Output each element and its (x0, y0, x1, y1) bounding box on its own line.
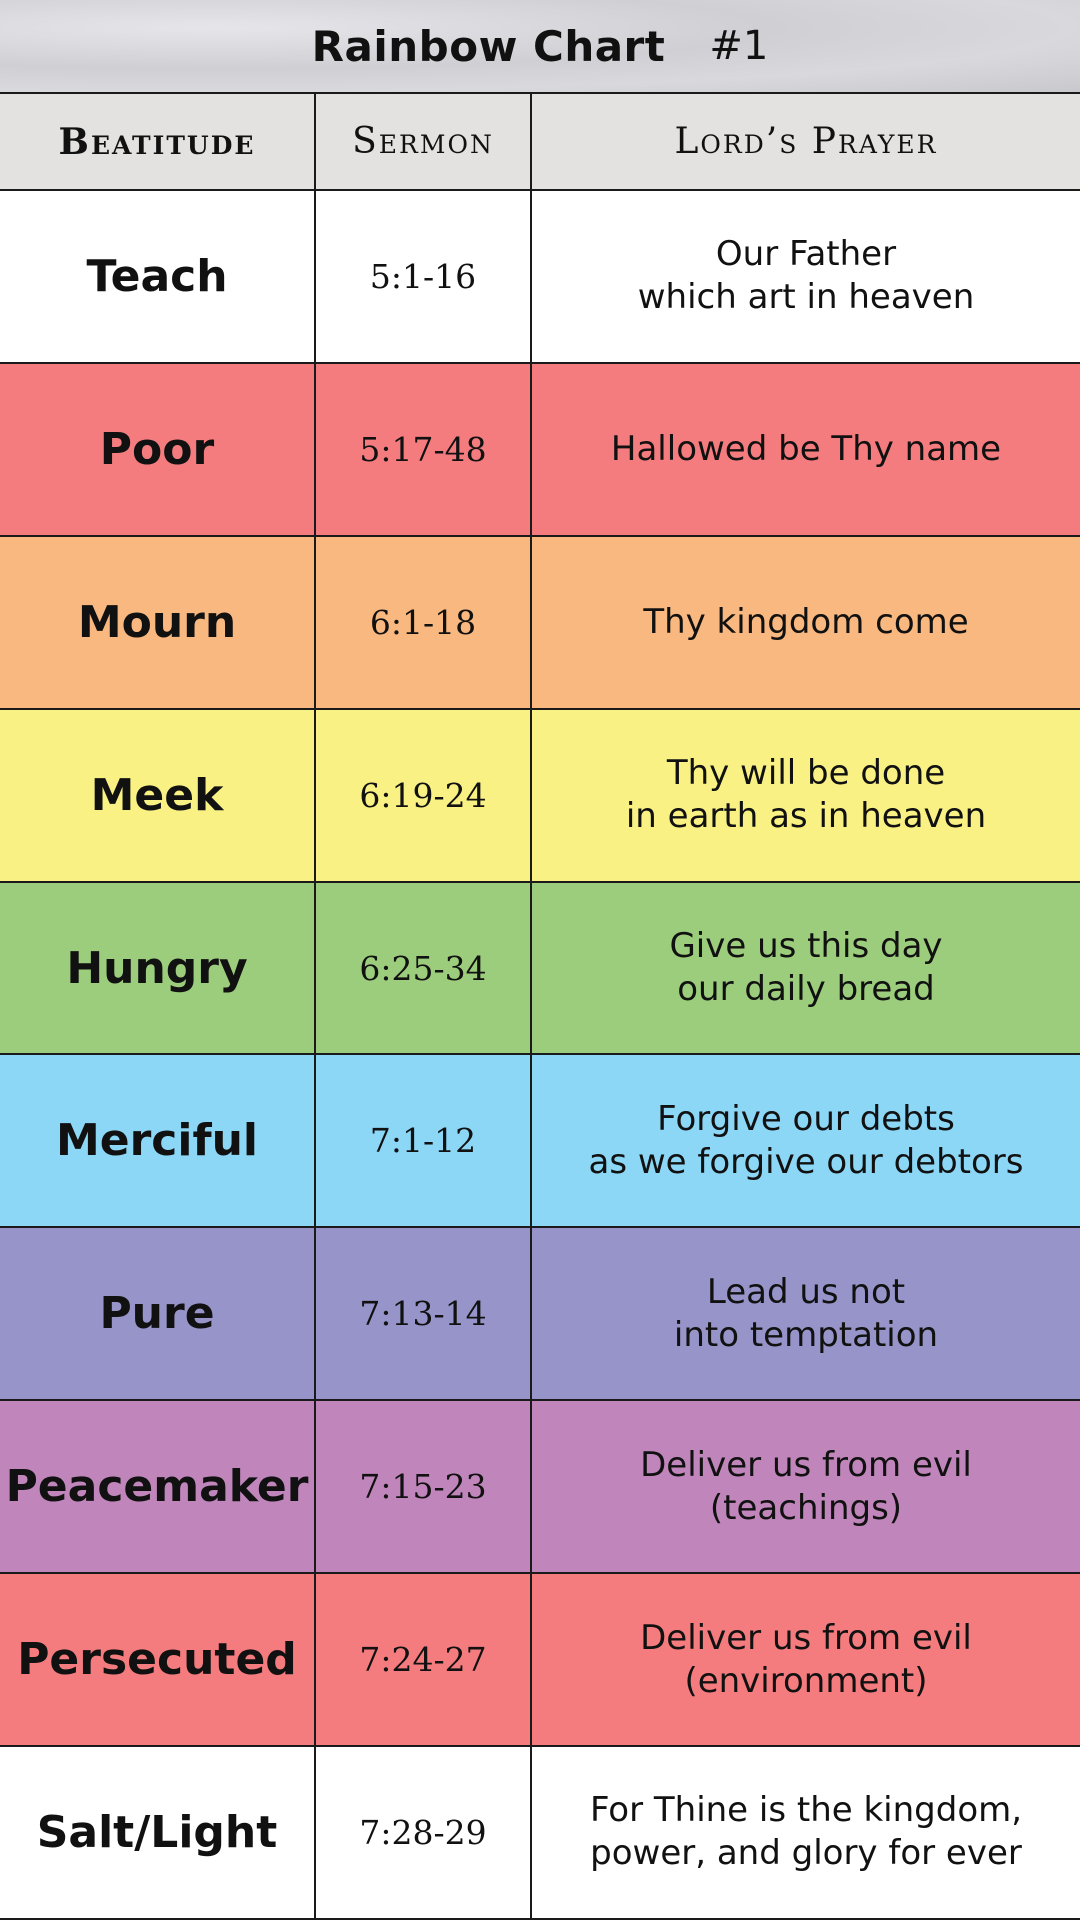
chart-title: Rainbow Chart (311, 21, 666, 71)
beatitude-cell: Pure (0, 1228, 316, 1401)
header-sermon: Sermon (316, 94, 532, 191)
rainbow-table (0, 94, 1080, 1920)
prayer-cell: Thy kingdom come (532, 537, 1080, 710)
prayer-cell: Our Father which art in heaven (532, 191, 1080, 364)
prayer-cell: Lead us not into temptation (532, 1228, 1080, 1401)
prayer-cell: Thy will be done in earth as in heaven (532, 710, 1080, 883)
prayer-cell: Hallowed be Thy name (532, 364, 1080, 537)
beatitude-cell: Salt/Light (0, 1747, 316, 1920)
prayer-cell: For Thine is the kingdom, power, and glory for ever (532, 1747, 1080, 1920)
beatitude-cell: Mourn (0, 537, 316, 710)
beatitude-cell: Merciful (0, 1055, 316, 1228)
beatitude-cell: Poor (0, 364, 316, 537)
prayer-cell: Deliver us from evil (teachings) (532, 1401, 1080, 1574)
beatitude-cell: Peacemaker (0, 1401, 316, 1574)
sermon-cell: 6:1-18 (316, 537, 532, 710)
beatitude-cell: Meek (0, 710, 316, 883)
beatitude-cell: Teach (0, 191, 316, 364)
sermon-cell: 7:15-23 (316, 1401, 532, 1574)
sermon-cell: 6:19-24 (316, 710, 532, 883)
sermon-cell: 5:17-48 (316, 364, 532, 537)
beatitude-cell: Persecuted (0, 1574, 316, 1747)
sermon-cell: 7:28-29 (316, 1747, 532, 1920)
sermon-cell: 7:1-12 (316, 1055, 532, 1228)
sermon-cell: 7:13-14 (316, 1228, 532, 1401)
prayer-cell: Deliver us from evil (environment) (532, 1574, 1080, 1747)
header-beatitude: Beatitude (0, 94, 316, 191)
header-lords-prayer: Lord’s Prayer (532, 94, 1080, 191)
beatitude-cell: Hungry (0, 883, 316, 1056)
prayer-cell: Give us this day our daily bread (532, 883, 1080, 1056)
chart-number: #1 (709, 23, 769, 69)
sermon-cell: 6:25-34 (316, 883, 532, 1056)
sermon-cell: 5:1-16 (316, 191, 532, 364)
title-bar (0, 0, 1080, 94)
prayer-cell: Forgive our debts as we forgive our debtors (532, 1055, 1080, 1228)
sermon-cell: 7:24-27 (316, 1574, 532, 1747)
